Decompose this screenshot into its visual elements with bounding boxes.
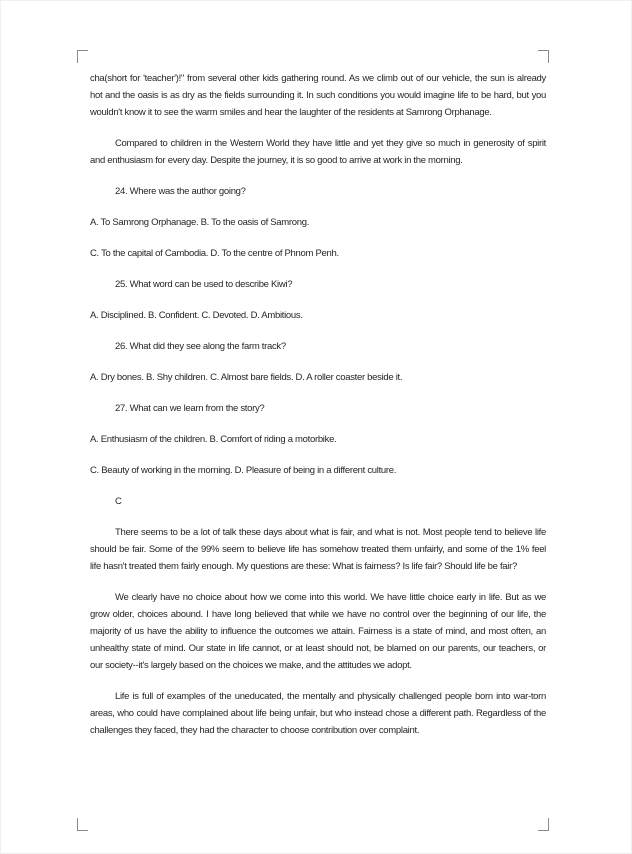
body-paragraph: Compared to children in the Western World they have little and yet they give so much in generosity of spirit and enthusiasm for every day. Despite the journey, it is so good to arrive at work in the morning. bbox=[90, 138, 546, 166]
question-27-options-cd: C. Beauty of working in the morning. D. Pleasure of being in a different culture. bbox=[90, 465, 397, 476]
crop-mark-bottom-right bbox=[538, 818, 549, 831]
question-25-options: A. Disciplined. B. Confident. C. Devoted. D. Ambitious. bbox=[90, 310, 303, 321]
question-25: 25. What word can be used to describe Kiwi? bbox=[115, 279, 293, 290]
question-27-options-ab: A. Enthusiasm of the children. B. Comfort of riding a motorbike. bbox=[90, 434, 337, 445]
question-26-options: A. Dry bones. B. Shy children. C. Almost bare fields. D. A roller coaster beside it. bbox=[90, 372, 403, 383]
page-content bbox=[90, 70, 546, 753]
question-24-options-cd: C. To the capital of Cambodia. D. To the centre of Phnom Penh. bbox=[90, 248, 339, 259]
passage-c-paragraph-2: We clearly have no choice about how we come into this world. We have little choice early in life. But as we grow older, choices abound. I have long believed that while we have no control over the beginning of our life, the majority of us have the ability to influence the outcomes we attain. Fairness is a state of mind, and most often, an unhealthy state of mind. Our state in life cannot, or at least should not, be blamed on our parents, our teachers, or our society--it's largely based on the choices we make, and the attitudes we adopt. bbox=[90, 592, 546, 671]
body-paragraph-continuation: cha(short for 'teacher')!" from several other kids gathering round. As we climb out of our vehicle, the sun is already hot and the oasis is as dry as the fields surrounding it. In such conditions you would imagine life to be hard, but you wouldn't know it to see the warm smiles and hear the laughter of the residents at Samrong Orphanage. bbox=[90, 73, 546, 118]
passage-c-paragraph-1: There seems to be a lot of talk these days about what is fair, and what is not. Most people tend to believe life should be fair. Some of the 99% seem to believe life has somehow treated them unfairly, and some of the 1% feel life hasn't treated them fairly enough. My questions are these: What is fairness? Is life fair? Should life be fair? bbox=[90, 527, 546, 572]
crop-mark-top-left bbox=[77, 50, 88, 63]
crop-mark-bottom-left bbox=[77, 818, 88, 831]
section-c-heading: C bbox=[115, 496, 122, 507]
crop-mark-top-right bbox=[538, 50, 549, 63]
passage-c-paragraph-3: Life is full of examples of the uneducated, the mentally and physically challenged people born into war-torn areas, who could have complained about life being unfair, but who instead chose a different path. Regardless of the challenges they faced, they had the character to choose contribution over complaint. bbox=[90, 691, 546, 736]
question-24: 24. Where was the author going? bbox=[115, 186, 246, 197]
question-26: 26. What did they see along the farm track? bbox=[115, 341, 286, 352]
question-27: 27. What can we learn from the story? bbox=[115, 403, 265, 414]
question-24-options-ab: A. To Samrong Orphanage. B. To the oasis of Samrong. bbox=[90, 217, 310, 228]
